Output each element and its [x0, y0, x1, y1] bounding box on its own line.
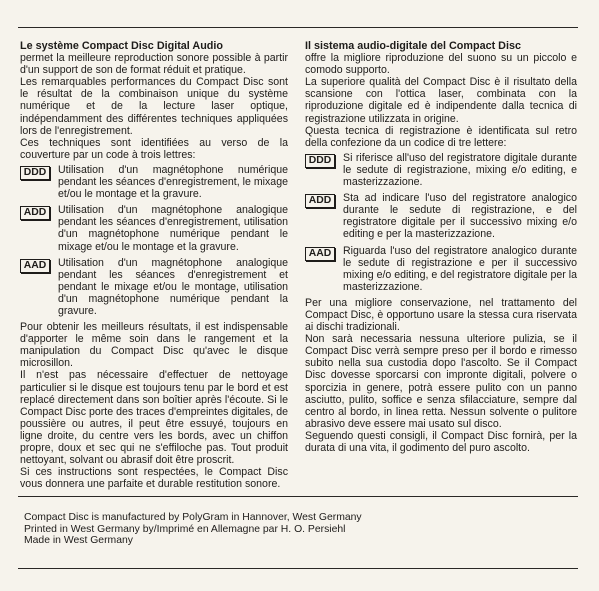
code-badge: DDD — [20, 166, 50, 180]
code-badge: DDD — [305, 154, 335, 168]
code-badge: AAD — [20, 259, 50, 273]
italian-outro-1: Per una migliore conservazione, nel trattamento del Compact Disc, è opportuno usare la stessa cura riservata ai dischi tradizionali. — [305, 296, 577, 334]
code-description: Riguarda l'uso del registratore analogico durante le sedute di registrazione e per il successivo mixing e/o editing, e del registratore digitale per la masterizzazione. — [343, 244, 577, 293]
french-intro-2: Les remarquables performances du Compact Disc sont le résultat de la combinaison unique du système numérique et de la lecture laser optique, indépendamment des différentes techniques appliquées lors de l'enregistrement. — [20, 76, 288, 137]
french-code-add — [20, 204, 288, 252]
footer-line-printed: Printed in West Germany by/Imprimé en Allemagne par H. O. Persiehl — [24, 523, 346, 535]
french-outro-3: Si ces instructions sont respectées, le Compact Disc vous donnera une parfaite et durable restitution sonore. — [20, 466, 288, 491]
italian-intro-2: La superiore qualità del Compact Disc è il risultato della scansione con l'ottica laser, combinata con la riproduzione digitale ed è indipendente dalla tecnica di registrazione utilizzata in origine. — [305, 76, 577, 125]
top-rule — [18, 27, 578, 28]
footer-line-made: Made in West Germany — [24, 535, 133, 547]
french-code-ddd — [20, 164, 288, 200]
french-intro-3: Ces techniques sont identifiées au verso de la couverture par un code à trois lettres: — [20, 136, 288, 161]
french-intro-1: permet la meilleure reproduction sonore possible à partir d'un support de son de format réduit et pratique. — [20, 52, 288, 77]
italian-heading: Il sistema audio-digitale del Compact Disc — [305, 40, 521, 52]
italian-outro-3: Seguendo questi consigli, il Compact Disc fornirà, per la durata di una vita, il godimento del puro ascolto. — [305, 429, 577, 454]
french-code-aad — [20, 257, 288, 317]
code-badge: ADD — [20, 206, 50, 220]
italian-code-aad — [305, 245, 577, 293]
middle-rule — [18, 496, 578, 497]
french-heading: Le système Compact Disc Digital Audio — [20, 40, 223, 52]
italian-column — [305, 40, 577, 454]
italian-intro-3: Questa tecnica di registrazione è identificata sul retro della confezione da un codice di tre lettere: — [305, 124, 577, 149]
code-description: Si riferisce all'uso del registratore digitale durante le sedute di registrazione, mixing e/o editing, e masterizzazione. — [343, 151, 577, 189]
code-description: Utilisation d'un magnétophone analogique pendant les séances d'enregistrement, utilisation d'un magnétophone numérique pendant le mixage et/ou le montage et la gravure. — [58, 204, 288, 253]
credits-footer — [24, 512, 362, 547]
bottom-rule — [18, 568, 578, 569]
italian-code-ddd — [305, 152, 577, 188]
french-column — [20, 40, 288, 490]
italian-outro-2: Non sarà necessaria nessuna ulteriore pulizia, se il Compact Disc verrà sempre preso per il bordo e rimesso subito nella sua custodia dopo l'ascolto. Se il Compact Disc dovesse sporcarsi con impronte digitali, polvere o sporcizia in genere, potrà essere pulito con un panno asciutto, pulito, soffice e senza sfilacciature, sempre dal centro al bordo, in linea retta. Nessun solvente o pulitore abrasivo deve essere mai usato sul disco. — [305, 333, 577, 430]
code-description: Utilisation d'un magnétophone analogique pendant les séances d'enregistrement et pendant le mixage et/ou le montage, utilisation d'un magnétophone numérique pendant la gravure. — [58, 256, 288, 317]
code-description: Sta ad indicare l'uso del registratore analogico durante le sedute di registrazione, e del registratore digitale per il successivo mixing e/o editing e per la masterizzazione. — [343, 192, 577, 241]
code-badge: ADD — [305, 194, 335, 208]
code-badge: AAD — [305, 247, 335, 261]
italian-intro-1: offre la migliore riproduzione del suono su un piccolo e comodo supporto. — [305, 52, 577, 77]
french-outro-1: Pour obtenir les meilleurs résultats, il est indispensable d'apporter le même soin dans le rangement et la manipulation du Compact Disc qu'avec le disque microsillon. — [20, 321, 288, 370]
code-description: Utilisation d'un magnétophone numérique pendant les séances d'enregistrement, le mixage et/ou le montage et la gravure. — [58, 163, 288, 201]
footer-line-manufactured: Compact Disc is manufactured by PolyGram in Hannover, West Germany — [24, 512, 362, 523]
italian-code-add — [305, 192, 577, 240]
french-outro-2: Il n'est pas nécessaire d'effectuer de nettoyage particulier si le disque est toujours tenu par le bord et est replacé directement dans son boîtier après l'écoute. Si le Compact Disc porte des traces d'empreintes digitales, de poussière ou autres, il peut être essuyé, toujours en ligne droite, du centre vers les bords, avec un chiffon propre, doux et sec qui ne s'effiloche pas. Tout produit nettoyant, solvant ou abrasif doit être proscrit. — [20, 369, 288, 467]
